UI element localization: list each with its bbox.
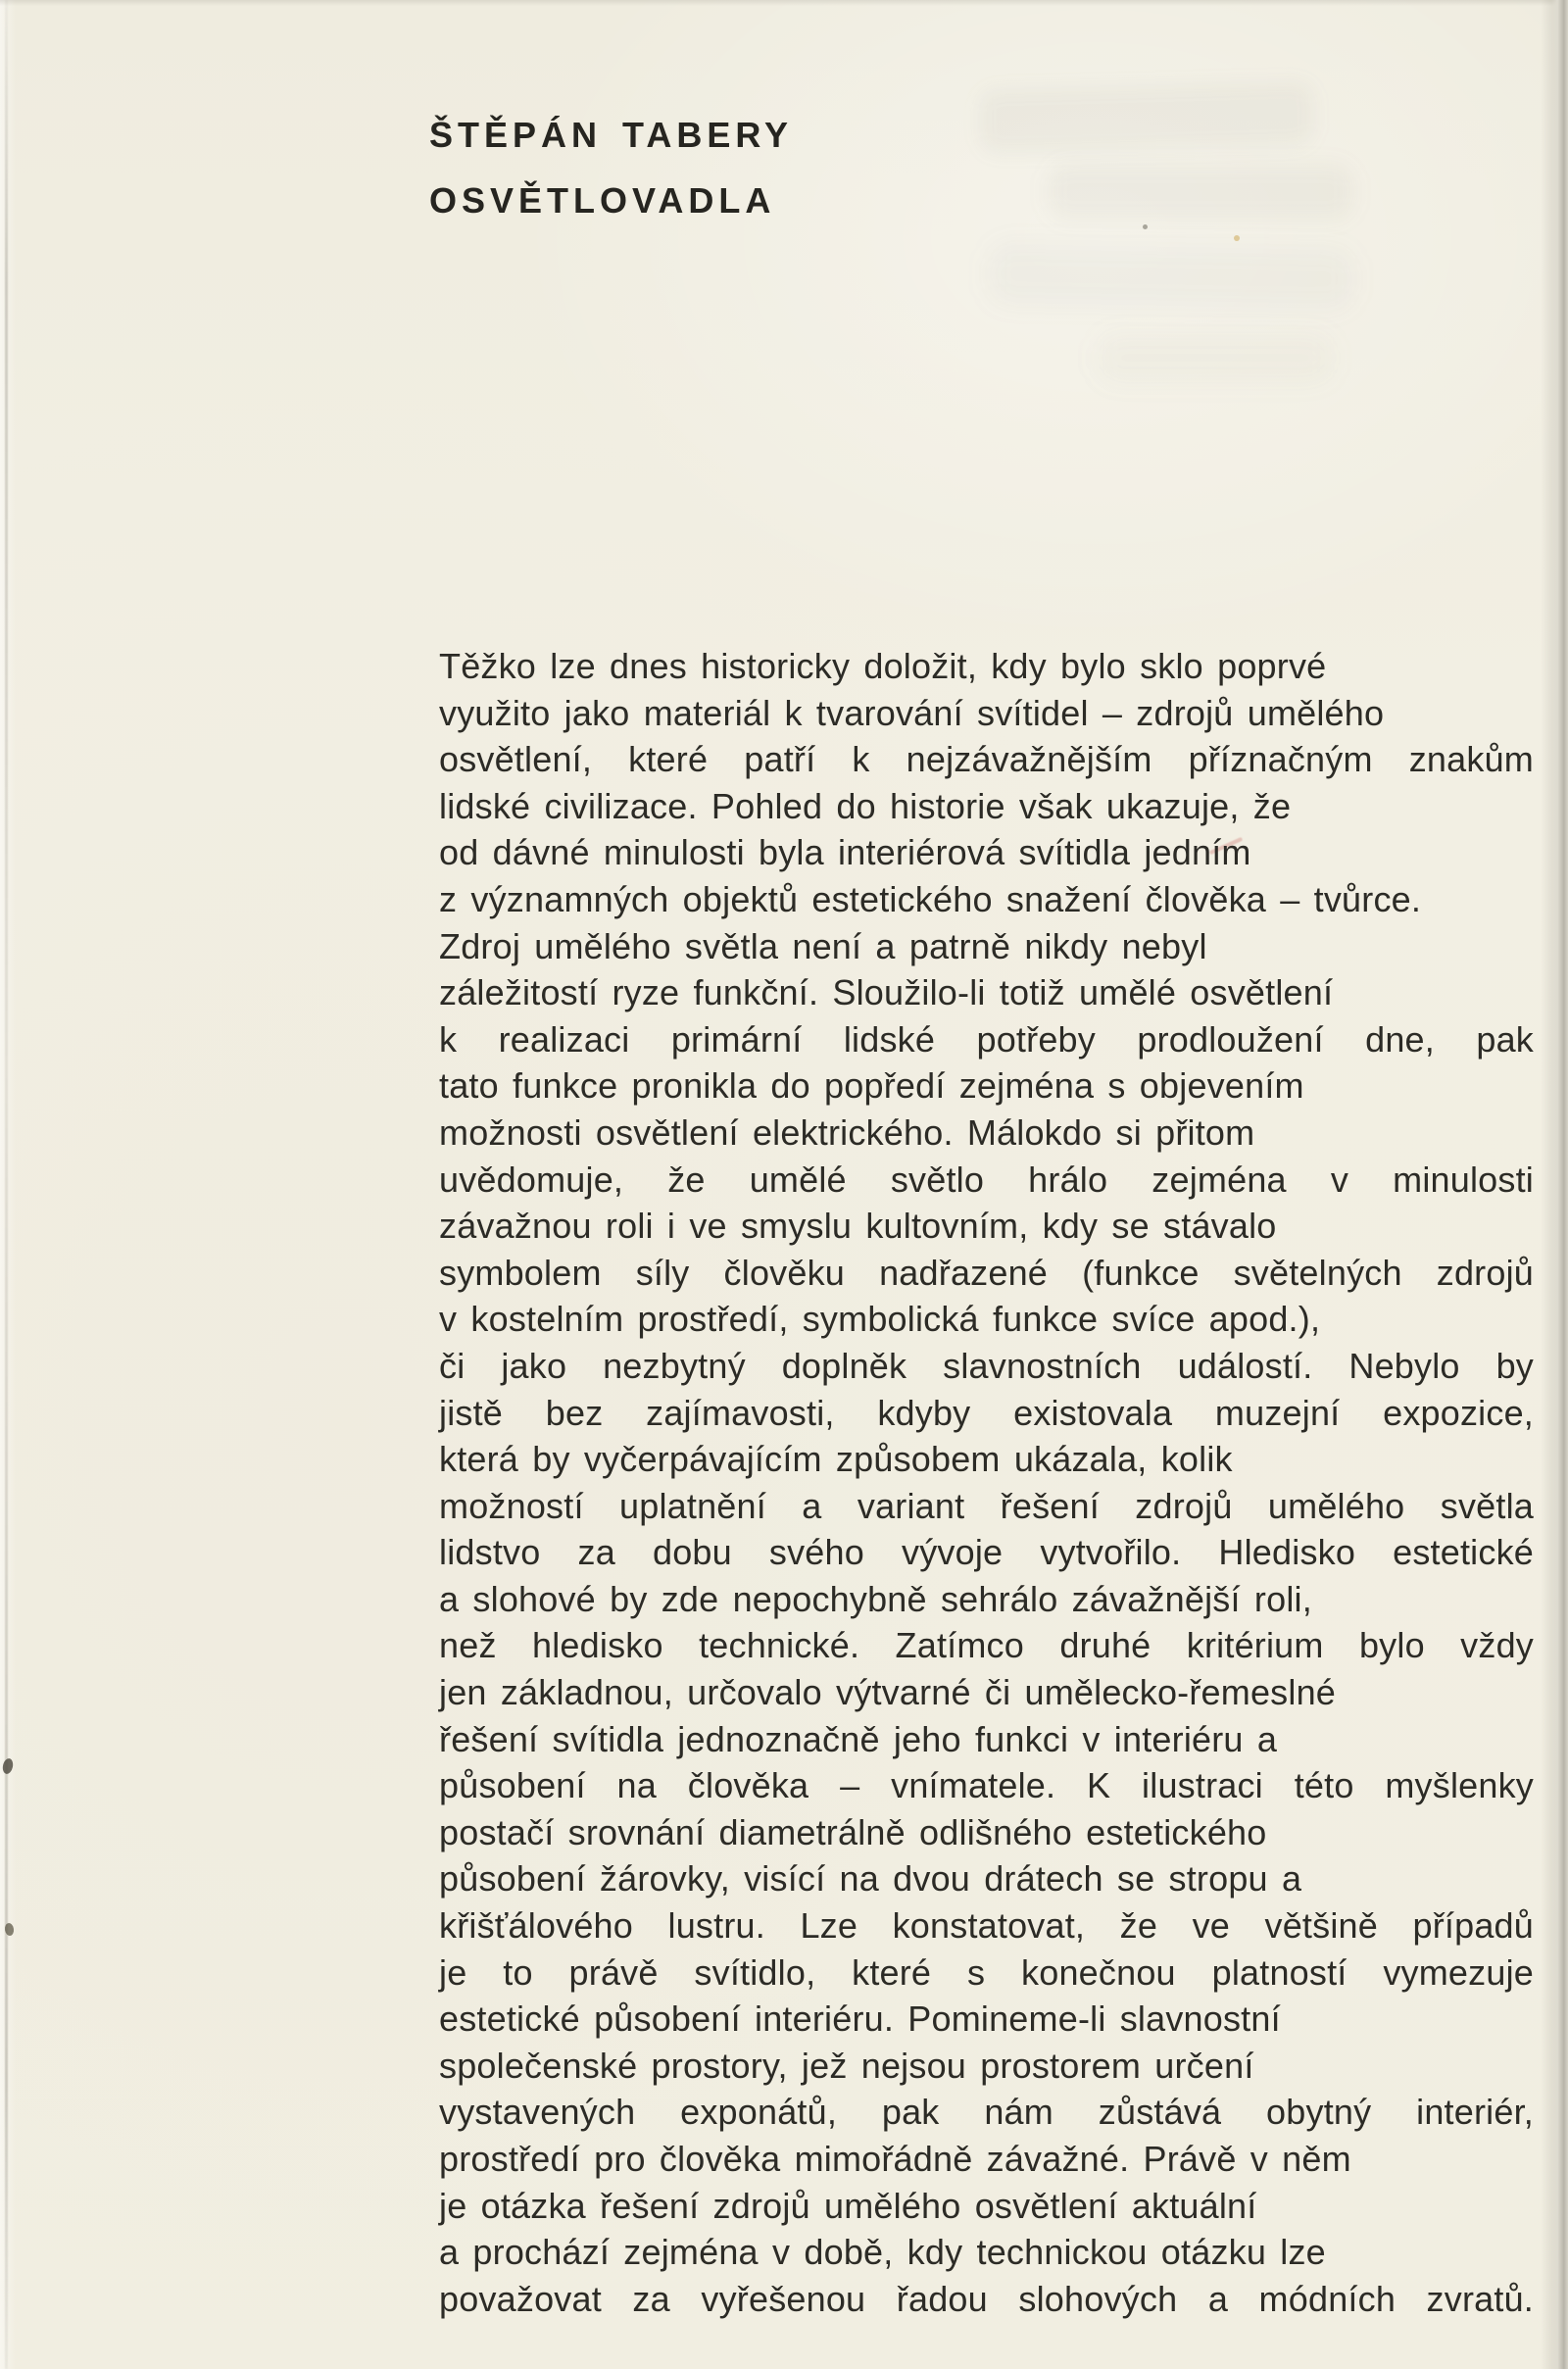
text-line: postačí srovnání diametrálně odlišného estetického (439, 1811, 1267, 1852)
text-line: lidské civilizace. Pohled do historie však ukazuje, že (439, 785, 1292, 826)
text-line: působení žárovky, visící na dvou drátech se stropu a (439, 1858, 1302, 1900)
text-line: jistě bez zajímavosti, kdyby existovala muzejní expozice, (439, 1392, 1534, 1433)
text-line: působení na člověka – vnímatele. K ilustraci této myšlenky (439, 1765, 1534, 1806)
ink-speck (1234, 235, 1240, 241)
title-work: OSVĚTLOVADLA (429, 180, 776, 221)
text-line: závažnou roli i ve smyslu kultovním, kdy se stávalo (439, 1206, 1277, 1247)
text-line: symbolem síly člověku nadřazené (funkce světelných zdrojů (439, 1252, 1534, 1293)
page-title (429, 102, 793, 233)
bleed-through-mark (1049, 165, 1352, 220)
title-author: ŠTĚPÁN TABERY (429, 115, 794, 155)
text-line: estetické působení interiéru. Pomineme-li slavnostní (439, 1999, 1281, 2040)
text-line: využito jako materiál k tvarování svítidel – zdrojů umělého (439, 692, 1385, 733)
text-line: lidstvo za dobu svého vývoje vytvořilo. Hledisko estetické (439, 1532, 1534, 1573)
bleed-through-mark (979, 82, 1314, 154)
text-line: možnosti osvětlení elektrického. Málokdo si přitom (439, 1111, 1255, 1153)
text-line: společenské prostory, jež nejsou prostorem určení (439, 2045, 1254, 2086)
text-line: je to právě svítidlo, které s konečnou platností vymezuje (439, 1951, 1534, 1993)
page-left-highlight (0, 0, 16, 2369)
text-line: a prochází zejména v době, kdy technickou otázku lze (439, 2232, 1326, 2273)
text-line: křišťálového lustru. Lze konstatovat, že ve většině případů (439, 1905, 1534, 1947)
bleed-through-mark (990, 244, 1353, 309)
text-line: vystavených exponátů, pak nám zůstává obytný interiér, (439, 2092, 1534, 2133)
text-line: v kostelním prostředí, symbolická funkce svíce apod.), (439, 1299, 1321, 1340)
text-line: je otázka řešení zdrojů umělého osvětlení aktuální (439, 2185, 1257, 2226)
text-line: řešení svítidla jednoznačně jeho funkci v interiéru a (439, 1718, 1278, 1759)
scan-edge-top (0, 0, 1568, 6)
ink-speck (1143, 224, 1148, 229)
bleed-through-mark (1098, 333, 1333, 382)
text-line: záležitostí ryze funkční. Sloužilo-li totiž umělé osvětlení (439, 972, 1334, 1013)
text-line: která by vyčerpávajícím způsobem ukázala, kolik (439, 1439, 1233, 1480)
text-line: uvědomuje, že umělé světlo hrálo zejména v minulosti (439, 1159, 1534, 1200)
body-text (439, 643, 1534, 2322)
text-line: Zdroj umělého světla není a patrně nikdy nebyl (439, 925, 1207, 966)
text-line: tato funkce pronikla do popředí zejména s objevením (439, 1065, 1304, 1107)
text-line: z významných objektů estetického snažení člověka – tvůrce. (439, 878, 1422, 919)
text-line: k realizaci primární lidské potřeby prodloužení dne, pak (439, 1018, 1534, 1060)
text-line: než hledisko technické. Zatímco druhé kritérium bylo vždy (439, 1625, 1534, 1666)
text-line: považovat za vyřešenou řadou slohových a módních zvratů. (439, 2278, 1534, 2319)
text-line: prostředí pro člověka mimořádně závažné. Právě v něm (439, 2139, 1351, 2179)
text-line: či jako nezbytný doplněk slavnostních událostí. Nebylo by (439, 1345, 1534, 1386)
scan-edge-right (1541, 0, 1568, 2369)
text-line: osvětlení, které patří k nejzávažnějším příznačným znakům (439, 739, 1534, 780)
text-line: a slohové by zde nepochybně sehrálo závažnější roli, (439, 1578, 1312, 1619)
text-line: Těžko lze dnes historicky doložit, kdy bylo sklo poprvé (439, 646, 1327, 686)
text-line: od dávné minulosti byla interiérová svítidla jedním (439, 832, 1251, 873)
text-line: jen základnou, určovalo výtvarné či umělecko-řemeslné (439, 1672, 1337, 1713)
paper-crease (5, 0, 8, 2369)
text-line: možností uplatnění a variant řešení zdrojů umělého světla (439, 1485, 1534, 1526)
